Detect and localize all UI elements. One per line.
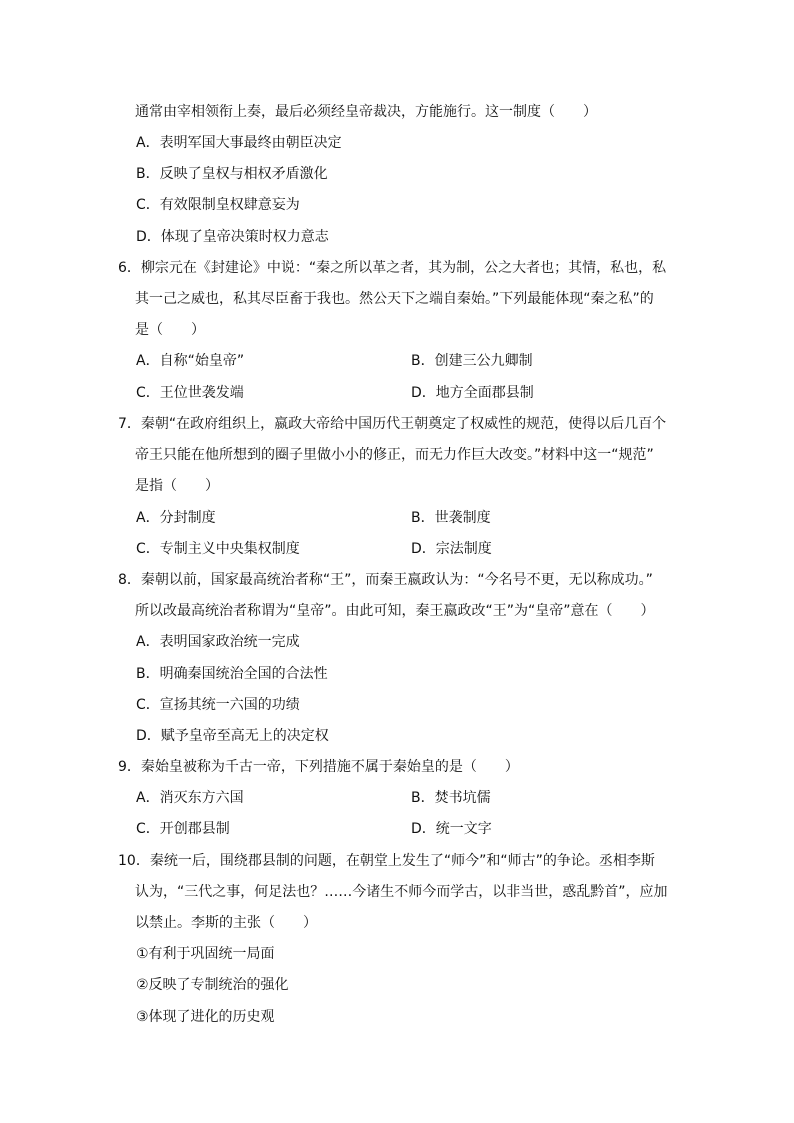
q6-stem-line-1: 6．柳宗元在《封建论》中说：“秦之所以革之者，其为制，公之大者也；其情，私也，私 [118, 260, 667, 276]
q6-stem-line-3: 是（ ） [135, 322, 205, 338]
q10-item-2: ②反映了专制统治的强化 [136, 977, 289, 993]
q8-stem-line-2: 所以改最高统治者称谓为“皇帝”。由此可知，秦王嬴政改“王”为“皇帝”意在（ ） [135, 603, 655, 619]
q6-stem-line-2: 其一己之威也，私其尽臣畜于我也。然公天下之端自秦始。”下列最能体现“秦之私”的 [135, 291, 654, 307]
q6-option-c: C．王位世袭发端 [136, 385, 244, 401]
q9-option-a: A．消灭东方六国 [136, 790, 244, 806]
q9-option-c: C．开创郡县制 [136, 821, 230, 837]
q10-stem-line-1: 10．秦统一后，围绕郡县制的问题，在朝堂上发生了“师今”和“师古”的争论。丞相李斯 [118, 853, 655, 869]
q9-stem-line-1: 9．秦始皇被称为千古一帝，下列措施不属于秦始皇的是（ ） [118, 759, 519, 775]
q7-option-d: D．宗法制度 [411, 541, 492, 557]
q10-item-3: ③体现了进化的历史观 [136, 1009, 275, 1025]
q6-option-d: D．地方全面郡县制 [411, 385, 534, 401]
q6-option-b: B．创建三公九卿制 [411, 353, 533, 369]
q7-option-c: C．专制主义中央集权制度 [136, 541, 300, 557]
q8-option-d: D．赋予皇帝至高无上的决定权 [136, 728, 329, 744]
q9-option-b: B．焚书坑儒 [411, 790, 491, 806]
q8-option-b: B．明确秦国统治全国的合法性 [136, 666, 328, 682]
q5-option-d: D．体现了皇帝决策时权力意志 [136, 229, 329, 245]
q6-option-a: A．自称“始皇帝” [136, 353, 245, 369]
q7-stem-line-1: 7．秦朝“在政府组织上，嬴政大帝给中国历代王朝奠定了权威性的规范，使得以后几百个 [118, 416, 667, 432]
q8-option-c: C．宣扬其统一六国的功绩 [136, 697, 300, 713]
q5-option-a: A．表明军国大事最终由朝臣决定 [136, 135, 342, 151]
q7-stem-line-3: 是指（ ） [135, 478, 219, 494]
q7-option-b: B．世袭制度 [411, 510, 491, 526]
q8-option-a: A．表明国家政治统一完成 [136, 634, 300, 650]
q9-option-d: D．统一文字 [411, 821, 492, 837]
q8-stem-line-1: 8．秦朝以前，国家最高统治者称“王”，而秦王嬴政认为：“今名号不更，无以称成功。” [118, 572, 653, 588]
q10-stem-line-2: 认为，“三代之事，何足法也？……今诸生不师今而学古，以非当世，惑乱黔首”，应加 [135, 884, 668, 900]
q5-stem-continuation: 通常由宰相领衔上奏，最后必须经皇帝裁决，方能施行。这一制度（ ） [135, 104, 597, 120]
q7-option-a: A．分封制度 [136, 510, 216, 526]
q5-option-b: B．反映了皇权与相权矛盾激化 [136, 166, 328, 182]
q10-stem-line-3: 以禁止。李斯的主张（ ） [135, 915, 317, 931]
q5-option-c: C．有效限制皇权肆意妄为 [136, 197, 300, 213]
q10-item-1: ①有利于巩固统一局面 [136, 946, 275, 962]
q7-stem-line-2: 帝王只能在他所想到的圈子里做小小的修正，而无力作巨大改变。”材料中这一“规范” [135, 447, 654, 463]
